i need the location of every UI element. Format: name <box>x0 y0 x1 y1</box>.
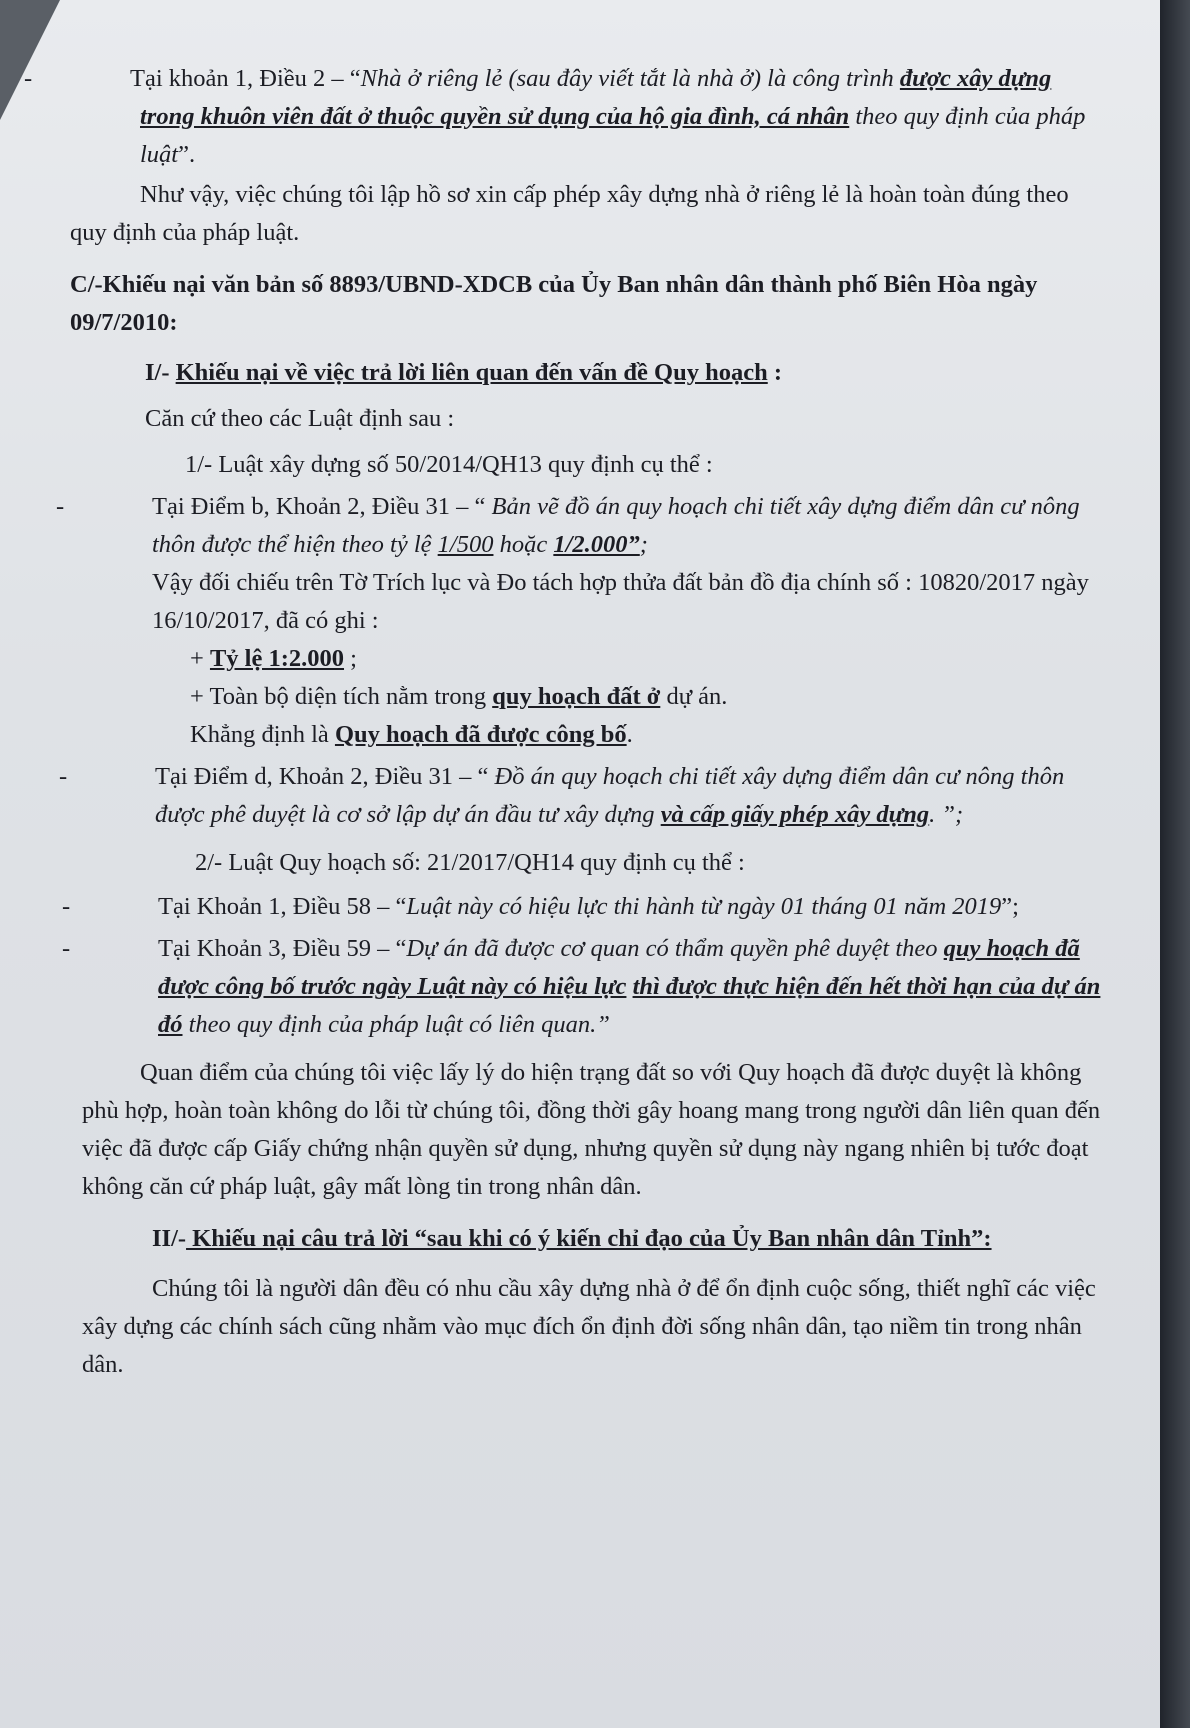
clause-khoan3-dieu59: - Tại Khoản 3, Điều 59 – “Dự án đã được cơ quan có thẩm quyền phê duyệt theo quy hoạch đã được công bố trước ngày Luật này có hiệu lực thì được thực hiện đến hết thời hạn của dự án đó theo quy định của pháp luật có liên quan.” <box>70 930 1110 1044</box>
item-land-area: + Toàn bộ diện tích nằm trong quy hoạch đất ở dự án. <box>190 683 728 710</box>
section-ii-heading: II/- Khiếu nại câu trả lời “sau khi có ý kiến chỉ đạo của Ủy Ban nhân dân Tỉnh”: <box>152 1225 992 1252</box>
section-c-heading: C/-Khiếu nại văn bản số 8893/UBND-XDCB của Ủy Ban nhân dân thành phố Biên Hòa ngày 09/7/2010: <box>70 271 1038 336</box>
bullet-dash: - <box>62 893 71 920</box>
dark-background-edge <box>1160 0 1190 1728</box>
paragraph-viewpoint: Quan điểm của chúng tôi việc lấy lý do hiện trạng đất so với Quy hoạch đã được duyệt là không phù hợp, hoàn toàn không do lỗi từ chúng tôi, đồng thời gây hoang mang trong người dân liên quan đến việc đã được cấp Giấy chứng nhận quyền sử dụng, nhưng quyền sử dụng này ngang nhiên bị tước đoạt không căn cứ pháp luật, gây mất lòng tin trong nhân dân. <box>82 1059 1101 1200</box>
paragraph-conclusion: Như vậy, việc chúng tôi lập hồ sơ xin cấp phép xây dựng nhà ở riêng lẻ là hoàn toàn đúng theo quy định của pháp luật. <box>70 181 1069 246</box>
document-body <box>24 60 1110 1384</box>
clause-khoan1-dieu2: - Tại khoản 1, Điều 2 – “Nhà ở riêng lẻ (sau đây viết tắt là nhà ở) là công trình được xây dựng trong khuôn viên đất ở thuộc quyền sử dụng của hộ gia đình, cá nhân theo quy định của pháp luật”. <box>70 60 1110 174</box>
bullet-dash: - <box>62 935 71 962</box>
paragraph-final: Chúng tôi là người dân đều có nhu cầu xây dựng nhà ở để ổn định cuộc sống, thiết nghĩ các việc xây dựng các chính sách cũng nhằm vào mục đích ổn định đời sống nhân dân, tạo niềm tin trong nhân dân. <box>82 1275 1096 1378</box>
affirmation: Khẳng định là Quy hoạch đã được công bố. <box>190 721 633 748</box>
bullet-dash: - <box>24 65 33 92</box>
clause-diem-b-dieu31: - Tại Điểm b, Khoản 2, Điều 31 – “ Bản vẽ đồ án quy hoạch chi tiết xây dựng điểm dân cư nông thôn được thể hiện theo tỷ lệ 1/500 hoặc 1/2.000”; <box>70 488 1110 564</box>
item-scale: + Tỷ lệ 1:2.000 ; <box>190 645 357 672</box>
law-2-title: 2/- Luật Quy hoạch số: 21/2017/QH14 quy định cụ thể : <box>195 849 745 876</box>
law-1-title: 1/- Luật xây dựng số 50/2014/QH13 quy định cụ thể : <box>185 451 713 478</box>
bullet-dash: - <box>59 763 68 790</box>
cross-reference-note: Vậy đối chiếu trên Tờ Trích lục và Đo tách hợp thửa đất bản đồ địa chính số : 10820/2017 ngày 16/10/2017, đã có ghi : <box>152 569 1089 634</box>
clause-khoan1-dieu58: - Tại Khoản 1, Điều 58 – “Luật này có hiệu lực thi hành từ ngày 01 tháng 01 năm 2019”; <box>70 888 1110 926</box>
legal-basis-intro: Căn cứ theo các Luật định sau : <box>145 405 455 432</box>
clause-diem-d-dieu31: - Tại Điểm d, Khoản 2, Điều 31 – “ Đồ án quy hoạch chi tiết xây dựng điểm dân cư nông thôn được phê duyệt là cơ sở lập dự án đầu tư xây dựng và cấp giấy phép xây dựng. ”; <box>70 758 1110 834</box>
bullet-dash: - <box>56 493 65 520</box>
section-i-heading: I/- Khiếu nại về việc trả lời liên quan đến vấn đề Quy hoạch : <box>145 359 783 386</box>
